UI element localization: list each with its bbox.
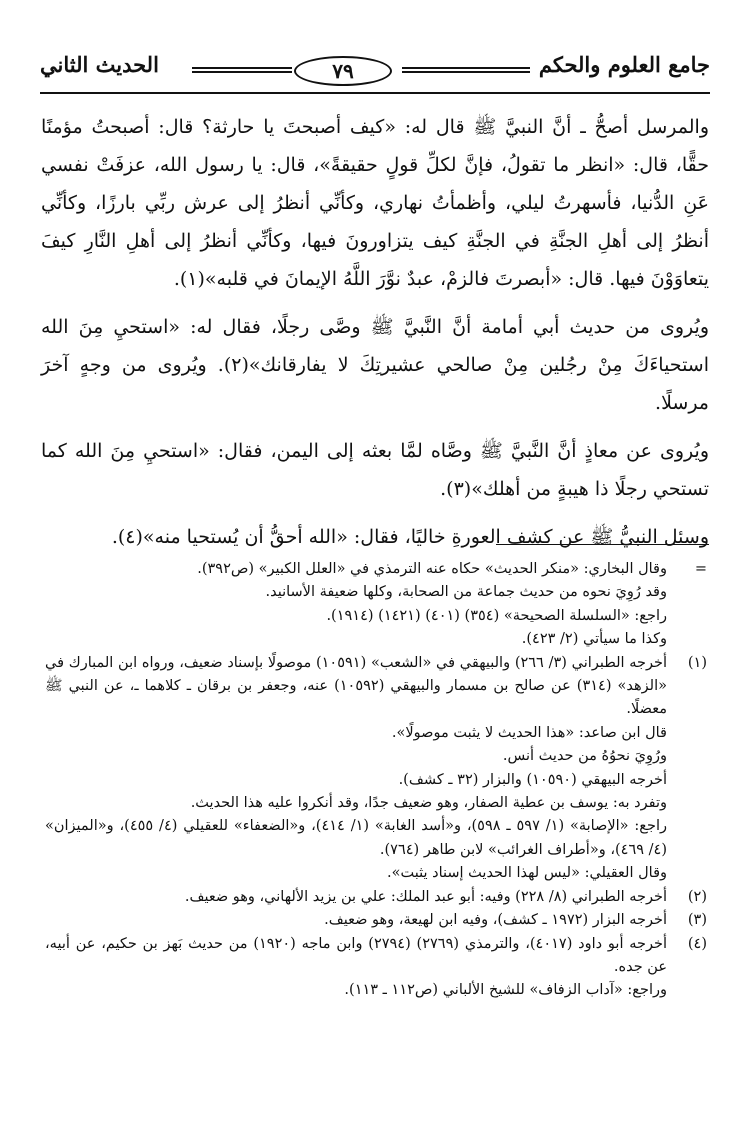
footnote-4 bbox=[45, 933, 707, 1003]
footnote-line: أخرجه البزار (١٩٧٢ ـ كشف)، وفيه ابن لهيعة، وهو ضعيف. bbox=[324, 912, 667, 929]
paragraph: وسئل النبيُّ ﷺ عن كشف العورةِ خاليًا، فقال: «الله أحقُّ أن يُستحيا منه»(٤). bbox=[111, 526, 709, 548]
footnote-line: قال ابن صاعد: «هذا الحديث لا يثبت موصولًا». bbox=[391, 724, 667, 741]
footnote-line: وقال البخاري: «منكر الحديث» حكاه عنه الترمذي في «العلل الكبير» (ص٣٩٢). bbox=[197, 561, 667, 577]
footnote-line: أخرجه الطبراني (٣/ ٢٦٦) والبيهقي في «الشعب» (١٠٥٩١) موصولًا بإسناد ضعيف، ورواه ابن المبارك في «الزهد» (٣١٤) عن صالح بن مسمار والبيهقي (١٠٥٩٢) عنه، وجعفر بن برقان ـ كلاهما ـ، عن النبي ﷺ معضلًا. bbox=[45, 654, 667, 718]
footnote-line: وراجع: «آداب الزفاف» للشيخ الألباني (ص١١٢ ـ ١١٣). bbox=[344, 982, 667, 999]
footnotes bbox=[45, 558, 707, 1003]
footnote-body bbox=[45, 933, 667, 1003]
footnote-mark: (٢) bbox=[687, 888, 707, 905]
footnote-line: وكذا ما سيأتي (٢/ ٤٢٣). bbox=[521, 631, 667, 648]
footnote-line: أخرجه البيهقي (١٠٥٩٠) والبزار (٣٢ ـ كشف). bbox=[398, 771, 667, 788]
page-number: ٧٩ bbox=[294, 56, 392, 86]
footnote-2 bbox=[45, 886, 707, 909]
footnote-mark: (٣) bbox=[687, 912, 707, 929]
footnote-body bbox=[45, 909, 667, 932]
page-header bbox=[40, 44, 710, 94]
footnote-line: وقال العقيلي: «ليس لهذا الحديث إسناد يثبت». bbox=[387, 865, 667, 882]
footnote-1 bbox=[45, 652, 707, 886]
footnote-line: أخرجه أبو داود (٤٠١٧)، والترمذي (٢٧٦٩) (٢٧٩٤) وابن ماجه (١٩٢٠) من حديث بَهز بن حكيم، عن أبيه، عن جده. bbox=[45, 935, 668, 975]
paragraph: ويُروى من حديث أبي أمامة أنَّ النَّبيَّ ﷺ وصَّى رجلًا، فقال له: «استحيِ مِنَ الله استحياءَكَ مِنْ رجُلين مِنْ صالحي عشيرتِكَ لا يفارقانك»(٢). ويُروى من وجهٍ آخرَ مرسلًا. bbox=[41, 316, 709, 414]
paragraph: والمرسل أصحُّ ـ أنَّ النبيَّ ﷺ قال له: «كيف أصبحتَ يا حارثة؟ قال: أصبحتُ مؤمنًا حقًّا، قال: «انظر ما تقولُ، فإنَّ لكلِّ قولٍ حقيقةً»، قال: يا رسول الله، عزفَتْ نفسي عَنِ الدُّنيا، فأسهرتُ ليلي، وأظمأتُ نهاري، وكأنِّي أنظرُ إلى عرش ربِّي بارزًا، وكأنِّي أنظرُ إلى أهلِ الجنَّةِ في الجنَّةِ كيف يتزاورونَ فيها، وكأنِّي أنظرُ إلى أهلِ النَّارِ كيفَ يتعاوَوْنَ فيها. قال: «أبصرتَ فالزمْ، عبدٌ نوَّرَ اللَّهُ الإيمانَ في قلبه»(١). bbox=[41, 116, 709, 290]
header-underline bbox=[40, 92, 710, 94]
footnote-body bbox=[45, 886, 667, 909]
footnote-3 bbox=[45, 909, 707, 932]
footnote-line: وقد رُوِيَ نحوه من حديث جماعة من الصحابة، وكلها ضعيفة الأسانيد. bbox=[265, 584, 667, 601]
footnote-line: أخرجه الطبراني (٨/ ٢٢٨) وفيه: أبو عبد الملك: علي بن يزيد الألهاني، وهو ضعيف. bbox=[184, 888, 667, 905]
footnote-line: ورُوِيَ نحوُهُ من حديث أنس. bbox=[502, 748, 667, 765]
header-double-rule-right bbox=[402, 67, 530, 73]
main-text bbox=[41, 108, 709, 566]
footnote-line: راجع: «السلسلة الصحيحة» (٣٥٤) (٤٠١) (١٤٢١) (١٩١٤). bbox=[326, 607, 667, 624]
header-double-rule-left bbox=[192, 67, 292, 73]
chapter-title: الحديث الثاني bbox=[40, 52, 159, 77]
footnote-mark: (٤) bbox=[687, 935, 707, 952]
footnote-line: وتفرد به: يوسف بن عطية الصفار، وهو ضعيف جدًا، وقد أنكروا عليه هذا الحديث. bbox=[190, 795, 667, 812]
footnote-mark: (١) bbox=[687, 654, 707, 671]
footnote-body bbox=[45, 558, 667, 652]
footnote-line: راجع: «الإصابة» (١/ ٥٩٧ ـ ٥٩٨)، و«أسد الغابة» (١/ ٤١٤)، و«الضعفاء» للعقيلي (٤/ ٤٥٥)، و«الميزان» (٤/ ٤٦٩)، و«أطراف الغرائب» لابن طاهر (٧٦٤). bbox=[45, 818, 667, 858]
footnote-body bbox=[45, 652, 667, 886]
paragraph: ويُروى عن معاذٍ أنَّ النَّبيَّ ﷺ وصَّاه لمَّا بعثه إلى اليمن، فقال: «استحيِ مِنَ الله كما تستحي رجلًا ذا هيبةٍ من أهلك»(٣). bbox=[41, 440, 709, 500]
book-title: جامع العلوم والحكم bbox=[538, 52, 710, 77]
footnote-continued bbox=[45, 558, 707, 652]
footnote-separator bbox=[496, 544, 709, 545]
footnote-mark: = bbox=[694, 561, 707, 577]
